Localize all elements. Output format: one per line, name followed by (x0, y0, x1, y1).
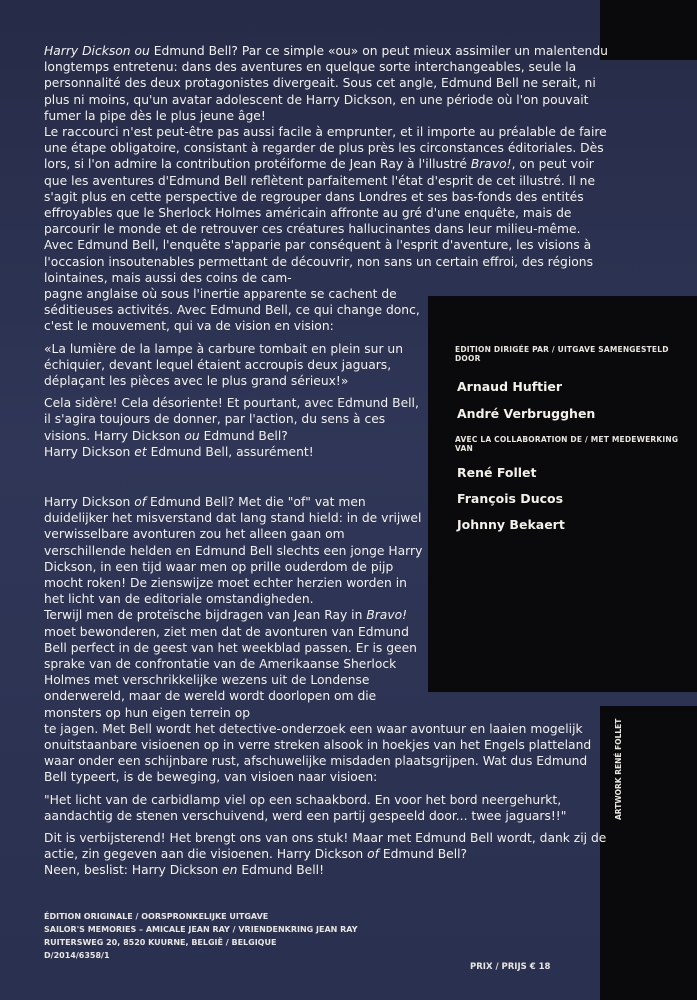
french-quote: «La lumière de la lampe à carbure tombait en plein sur un échiquier, devant lequel étaient accroupis deux jaguars, déplaçant les pièces avec le plus grand sérieux!» (44, 341, 403, 389)
editor-name: André Verbrugghen (457, 406, 596, 421)
imprint-line: D/2014/6358/1 (44, 951, 110, 960)
dutch-text-block (44, 494, 610, 879)
dutch-paragraph-2b: te jagen. Met Bell wordt het detective-onderzoek een waar avontuur en laaien mogelijk onuitstaanbare visioenen op in verre streken alsook in hoekjes van het Engels platteland waar onder een schijnbare rust, afschuwelijke misdaden plaatsgrijpen. Wat dus Edmund Bell typeert, is de beweging, van visioen naar visioen: (44, 721, 592, 785)
dutch-quote: "Het licht van de carbidlamp viel op een schaakbord. En voor het bord neergehurkt, aandachtig de stenen verschuivend, werd een partij gespeeld door... twee jaguars!!" (44, 792, 567, 823)
black-panel-top (600, 0, 697, 60)
dutch-paragraph-1: Harry Dickson of Edmund Bell? Met die "of" vat men duidelijker het misverstand dat lang stand hield: in de vrijwel verwisselbare avonturen zou het alleen gaan om verschillende helden en Edmund Bell slechts een jonge Harry Dickson, in een tijd waar men op prille ouderdom de pijp mocht roken! De zienswijze moet echter herzien worden in het licht van de editoriale omstandigheden. (44, 495, 423, 607)
collaborator-name: René Follet (457, 465, 537, 480)
french-paragraph-2: Le raccourci n'est peut-être pas aussi facile à emprunter, et il importe au préalable de faire une étape obligatoire, consistant à regarder de plus près les circonstances éditoriales. Dès lors, si l'on admire la contribution protéiforme de Jean Ray à l'illustré Bravo!, on peut voir que les aventures d'Edmund Bell reflètent parfaitement l'état d'esprit de cet illustré. Il ne s'agit plus en cette perspective de regrouper dans Londres et ses bas-fonds des entités effroyables que le Sherlock Holmes américain affronte au gré d'une enquête, mais de parcourir le monde et de retrouver ces créatures hallucinantes dans leur milieu-même. (44, 125, 607, 237)
collaborator-name: François Ducos (457, 491, 564, 506)
french-paragraph-4: Cela sidère! Cela désoriente! Et pourtant, avec Edmund Bell, il s'agira toujours de donner, par l'action, du sens à ces visions. Harry Dickson ou Edmund Bell? (44, 396, 419, 443)
editor-name: Arnaud Huftier (457, 379, 563, 394)
collaboration-label: AVEC LA COLLABORATION DE / MET MEDEWERKING VAN (455, 435, 679, 453)
edition-label: EDITION DIRIGÉE PAR / UITGAVE SAMENGESTELD DOOR (455, 345, 669, 363)
imprint-line: SAILOR'S MEMORIES – AMICALE JEAN RAY / VRIENDENKRING JEAN RAY (44, 925, 358, 934)
french-paragraph-3b: pagne anglaise où sous l'inertie apparente se cachent de séditieuses activités. Avec Edmund Bell, ce qui change donc, c'est le mouvement, qui va de vision en vision: (44, 287, 420, 334)
french-conclusion: Harry Dickson et Edmund Bell, assurément! (44, 444, 314, 459)
dutch-paragraph-3: Dit is verbijsterend! Het brengt ons van ons stuk! Maar met Edmund Bell wordt, dank zij de actie, zin gegeven aan die visioenen. Harry Dickson of Edmund Bell? Neen, beslist: Harry Dickson en Edmund Bell! (44, 831, 607, 878)
artwork-credit: ARTWORK RENÉ FOLLET (614, 718, 623, 820)
price-label: PRIX / PRIJS € 18 (470, 962, 551, 972)
french-paragraph-1: Harry Dickson ou Edmund Bell? Par ce simple «ou» on peut mieux assimiler un malentendu longtemps entretenu: dans des aventures en quelque sorte interchangeables, seule la personnalité des deux protagonistes divergeait. Sous cet angle, Edmund Bell ne serait, ni plus ni moins, qu'un avatar adolescent de Harry Dickson, en une période où l'on pouvait fumer la pipe dès le plus jeune âge! (44, 44, 608, 123)
dutch-paragraph-2: Terwijl men de proteïsche bijdragen van Jean Ray in Bravo! moet bewonderen, ziet men dat de avonturen van Edmund Bell perfect in de geest van het weekblad passen. Er is geen sprake van de confrontatie van de Amerikaanse Sherlock Holmes met verschrikkelijke wezens uit de Londense onderwereld, maar de wereld wordt doorlopen om die monsters op hun eigen terrein op (44, 608, 417, 720)
french-paragraph-3: Avec Edmund Bell, l'enquête s'apparie par conséquent à l'esprit d'aventure, les visions à l'occasion insoutenables permettant de découvrir, non sans un certain effroi, des régions lointaines, mais aussi des coins de cam- (44, 238, 593, 285)
imprint-line: RUITERSWEG 20, 8520 KUURNE, BELGIË / BELGIQUE (44, 938, 277, 947)
imprint-line: ÉDITION ORIGINALE / OORSPRONKELIJKE UITGAVE (44, 912, 269, 921)
imprint-block (44, 910, 358, 962)
collaborator-name: Johnny Bekaert (457, 517, 565, 532)
